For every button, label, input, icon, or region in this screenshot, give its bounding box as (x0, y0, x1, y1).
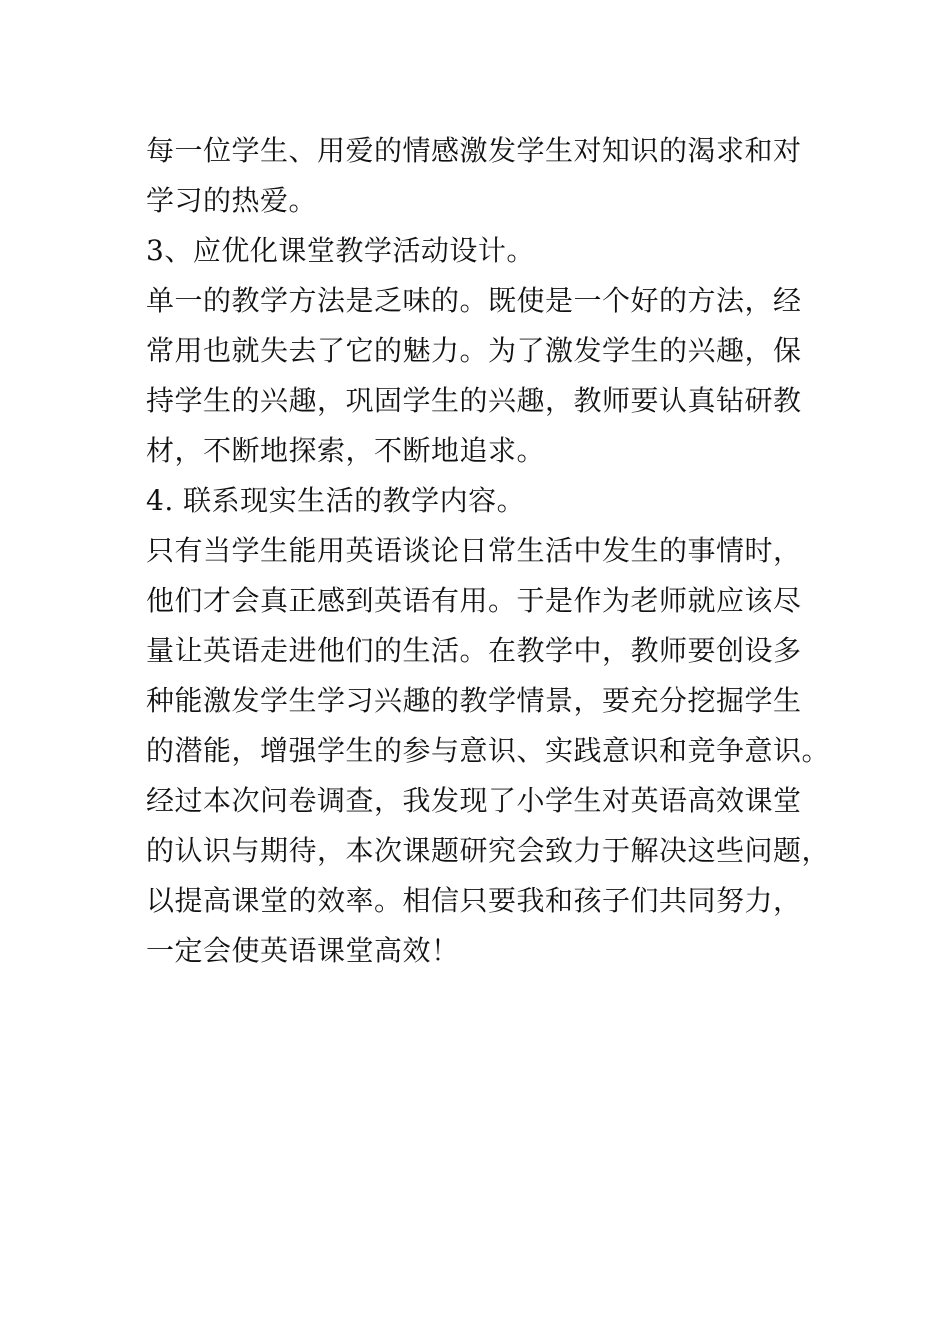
text-line: 材，不断地探索，不断地追求。 (146, 434, 546, 467)
text-line: 的潜能，增强学生的参与意识、实践意识和竞争意识。 (146, 734, 831, 767)
text-line: 以提高课堂的效率。相信只要我和孩子们共同努力， (146, 884, 802, 917)
text-line: 种能激发学生学习兴趣的教学情景，要充分挖掘学生 (146, 684, 802, 717)
text-line: 的认识与期待，本次课题研究会致力于解决这些问题， (146, 834, 831, 867)
text-line: 持学生的兴趣，巩固学生的兴趣，教师要认真钻研教 (146, 384, 802, 417)
section-heading-3: 3、应优化课堂教学活动设计。 (146, 234, 535, 267)
document-body (146, 126, 846, 976)
section-heading-4: 4. 联系现实生活的教学内容。 (146, 484, 526, 517)
text-line: 量让英语走进他们的生活。在教学中，教师要创设多 (146, 634, 802, 667)
text-line: 每一位学生、用爱的情感激发学生对知识的渴求和对 (146, 134, 802, 167)
text-line: 只有当学生能用英语谈论日常生活中发生的事情时， (146, 534, 802, 567)
text-line: 常用也就失去了它的魅力。为了激发学生的兴趣，保 (146, 334, 802, 367)
text-line: 一定会使英语课堂高效！ (146, 934, 460, 967)
text-line: 经过本次问卷调查，我发现了小学生对英语高效课堂 (146, 784, 802, 817)
text-line: 他们才会真正感到英语有用。于是作为老师就应该尽 (146, 584, 802, 617)
text-line: 学习的热爱。 (146, 184, 318, 217)
text-line: 单一的教学方法是乏味的。既使是一个好的方法，经 (146, 284, 802, 317)
